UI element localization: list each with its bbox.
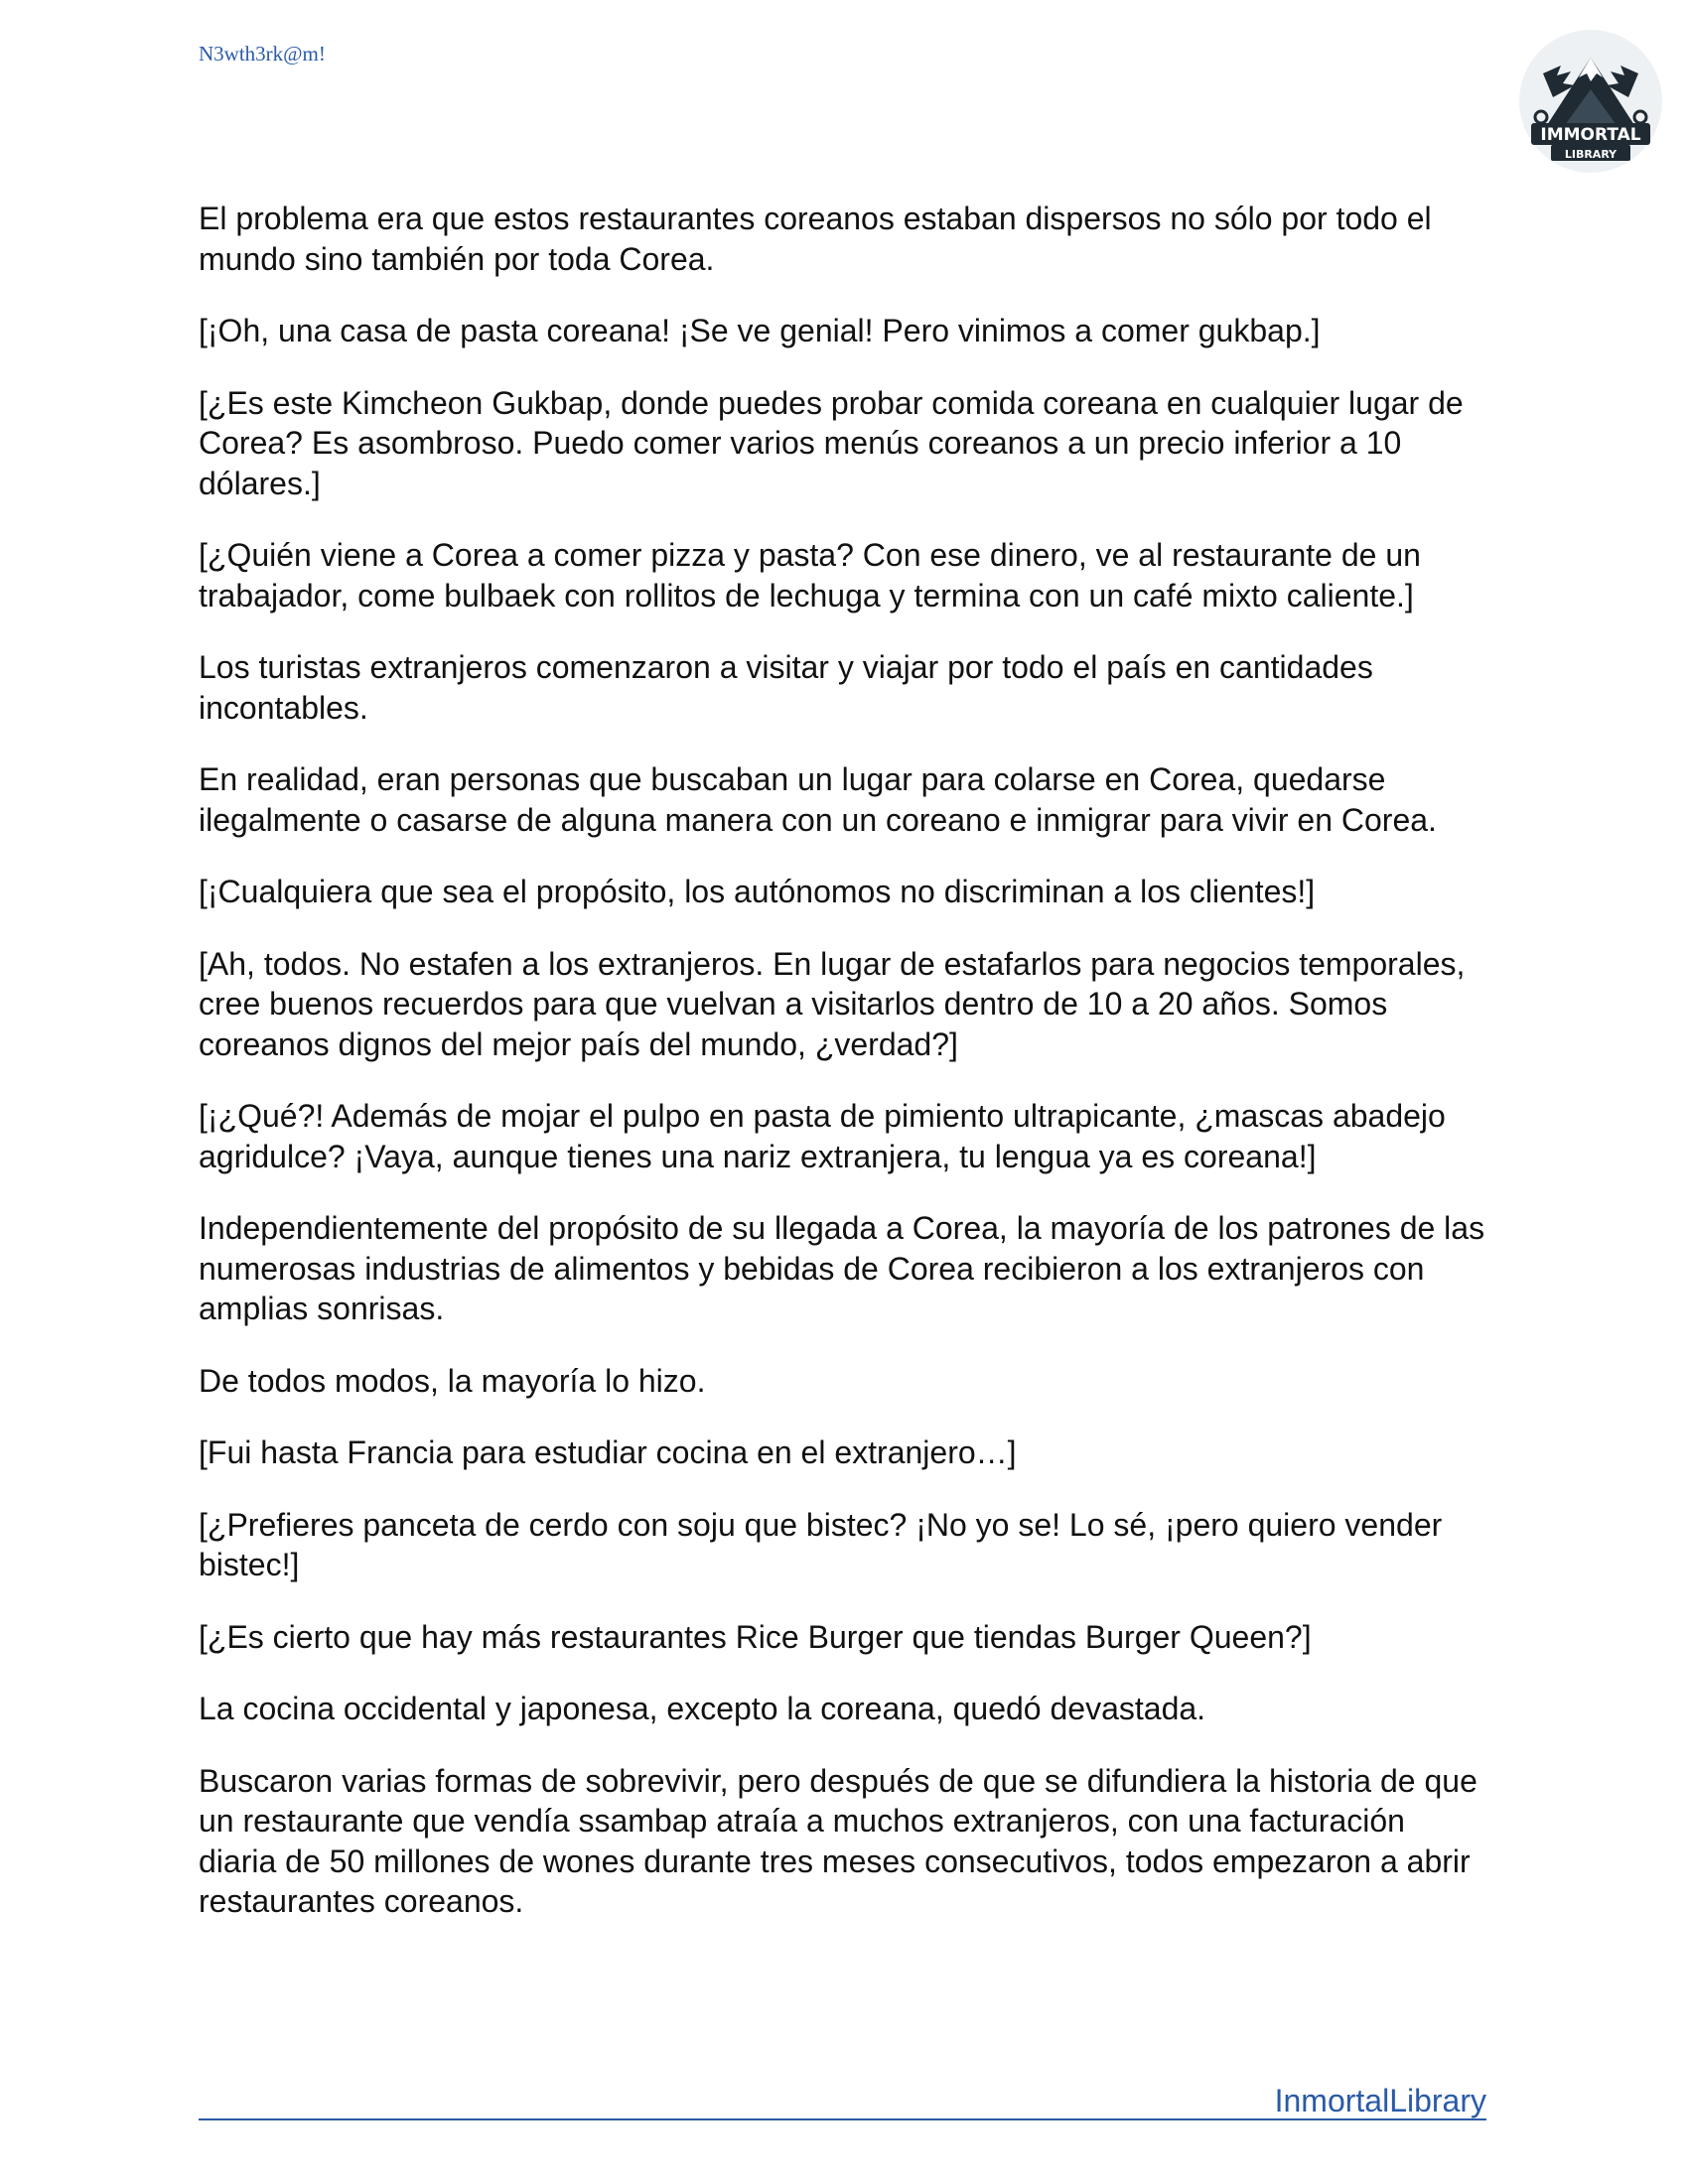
paragraph: [¿Quién viene a Corea a comer pizza y pasta? Con ese dinero, ve al restaurante de un trabajador, come bulbaek con rollitos de lechuga y termina con un café mixto caliente.] bbox=[199, 537, 1421, 614]
paragraph: [¡Cualquiera que sea el propósito, los autónomos no discriminan a los clientes!] bbox=[199, 874, 1316, 909]
logo-line1: IMMORTAL bbox=[1540, 125, 1641, 145]
immortal-library-logo-icon bbox=[1517, 28, 1664, 175]
logo-line2: LIBRARY bbox=[1564, 148, 1618, 161]
document-body bbox=[199, 199, 1489, 1954]
paragraph: [¿Prefieres panceta de cerdo con soju que bistec? ¡No yo se! Lo sé, ¡pero quiero vender bistec!] bbox=[199, 1506, 1443, 1582]
paragraph: [¿Es este Kimcheon Gukbap, donde puedes probar comida coreana en cualquier lugar de Corea? Es asombroso. Puedo comer varios menús coreanos a un precio inferior a 10 dólares.] bbox=[199, 384, 1464, 501]
paragraph: [Fui hasta Francia para estudiar cocina en el extranjero…] bbox=[199, 1434, 1017, 1470]
paragraph: En realidad, eran personas que buscaban un lugar para colarse en Corea, quedarse ilegalmente o casarse de alguna manera con un coreano e inmigrar para vivir en Corea. bbox=[199, 761, 1437, 838]
paragraph: [Ah, todos. No estafen a los extranjeros. En lugar de estafarlos para negocios temporales, cree buenos recuerdos para que vuelvan a visitarlos dentro de 10 a 20 años. Somos coreanos dignos del mejor país del mundo, ¿verdad?] bbox=[199, 945, 1466, 1062]
paragraph: El problema era que estos restaurantes coreanos estaban dispersos no sólo por todo el mundo sino también por toda Corea. bbox=[199, 201, 1432, 277]
paragraph: La cocina occidental y japonesa, excepto la coreana, quedó devastada. bbox=[199, 1691, 1206, 1726]
paragraph: [¡¿Qué?! Además de mojar el pulpo en pasta de pimiento ultrapicante, ¿mascas abadejo agridulce? ¡Vaya, aunque tienes una nariz extranjera, tu lengua ya es coreana!] bbox=[199, 1098, 1446, 1174]
paragraph: [¿Es cierto que hay más restaurantes Rice Burger que tiendas Burger Queen?] bbox=[199, 1618, 1312, 1655]
footer-library-link[interactable]: InmortalLibrary bbox=[1274, 2083, 1486, 2118]
paragraph: [¡Oh, una casa de pasta coreana! ¡Se ve genial! Pero vinimos a comer gukbap.] bbox=[199, 313, 1321, 348]
paragraph: Los turistas extranjeros comenzaron a visitar y viajar por todo el país en cantidades incontables. bbox=[199, 649, 1373, 726]
paragraph: De todos modos, la mayoría lo hizo. bbox=[199, 1362, 706, 1399]
header-watermark: N3wth3rk@m! bbox=[199, 42, 326, 66]
paragraph: Independientemente del propósito de su llegada a Corea, la mayoría de los patrones de las numerosas industrias de alimentos y bebidas de Corea recibieron a los extranjeros con amplias sonrisas. bbox=[199, 1210, 1485, 1326]
paragraph: Buscaron varias formas de sobrevivir, pero después de que se difundiera la historia de que un restaurante que vendía ssambap atraía a muchos extranjeros, con una facturación diaria de 50 millones de wones durante tres meses consecutivos, todos empezaron a abrir restaurantes coreanos. bbox=[199, 1762, 1477, 1919]
